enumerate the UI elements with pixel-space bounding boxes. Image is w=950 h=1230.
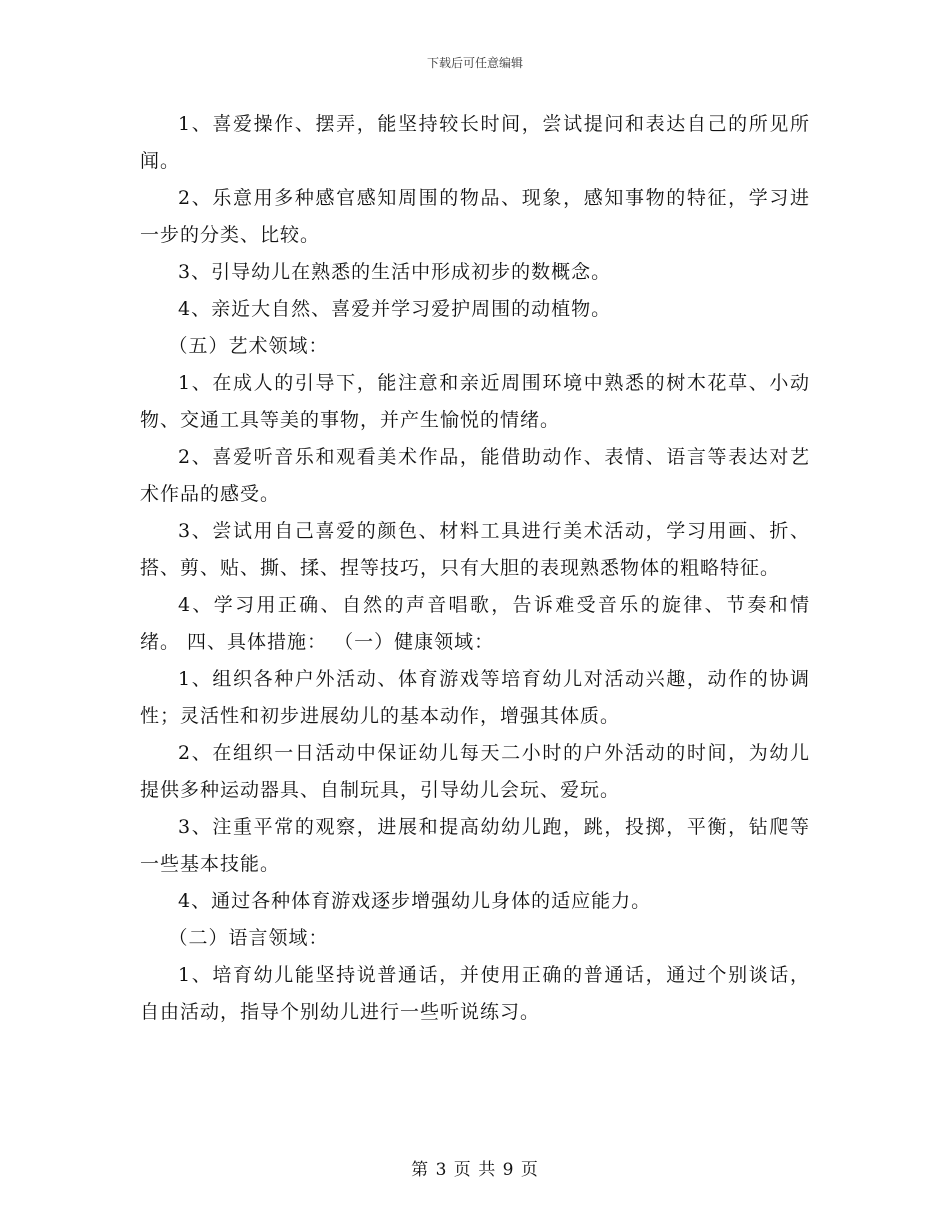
paragraph: 1、在成人的引导下，能注意和亲近周围环境中熟悉的树木花草、小动物、交通工具等美的事物，并产生愉悦的情绪。 [140, 372, 810, 431]
paragraph: 3、尝试用自己喜爱的颜色、材料工具进行美术活动，学习用画、折、搭、剪、贴、撕、揉、捏等技巧，只有大胆的表现熟悉物体的粗略特征。 [140, 520, 810, 579]
paragraph: 2、乐意用多种感官感知周围的物品、现象，感知事物的特征，学习进一步的分类、比较。 [140, 187, 810, 246]
paragraph: 1、喜爱操作、摆弄，能坚持较长时间，尝试提问和表达自己的所见所闻。 [140, 113, 810, 172]
paragraph: 1、组织各种户外活动、体育游戏等培育幼儿对活动兴趣，动作的协调性；灵活性和初步进展幼儿的基本动作，增强其体质。 [140, 668, 810, 727]
paragraph: 2、喜爱听音乐和观看美术作品，能借助动作、表情、语言等表达对艺术作品的感受。 [140, 446, 810, 505]
page-header-note: 下载后可任意编辑 [426, 56, 523, 70]
document-body [140, 106, 810, 1031]
paragraph: 4、学习用正确、自然的声音唱歌，告诉难受音乐的旋律、节奏和情绪。 四、具体措施： （一）健康领域： [140, 594, 810, 653]
section-heading-language: （二）语言领域： [168, 927, 329, 949]
paragraph: 2、在组织一日活动中保证幼儿每天二小时的户外活动的时间，为幼儿提供多种运动器具、自制玩具，引导幼儿会玩、爱玩。 [140, 742, 810, 801]
page-number: 第 3 页 共 9 页 [411, 1160, 539, 1180]
paragraph: 1、培育幼儿能坚持说普通话，并使用正确的普通话，通过个别谈话，自由活动，指导个别幼儿进行一些听说练习。 [140, 964, 810, 1023]
paragraph: 4、通过各种体育游戏逐步增强幼儿身体的适应能力。 [178, 890, 652, 912]
section-heading-arts: （五）艺术领域： [168, 335, 329, 357]
paragraph: 3、注重平常的观察，进展和提高幼幼儿跑，跳，投掷，平衡，钻爬等一些基本技能。 [140, 816, 810, 875]
paragraph: 3、引导幼儿在熟悉的生活中形成初步的数概念。 [178, 261, 612, 283]
paragraph: 4、亲近大自然、喜爱并学习爱护周围的动植物。 [178, 298, 612, 320]
